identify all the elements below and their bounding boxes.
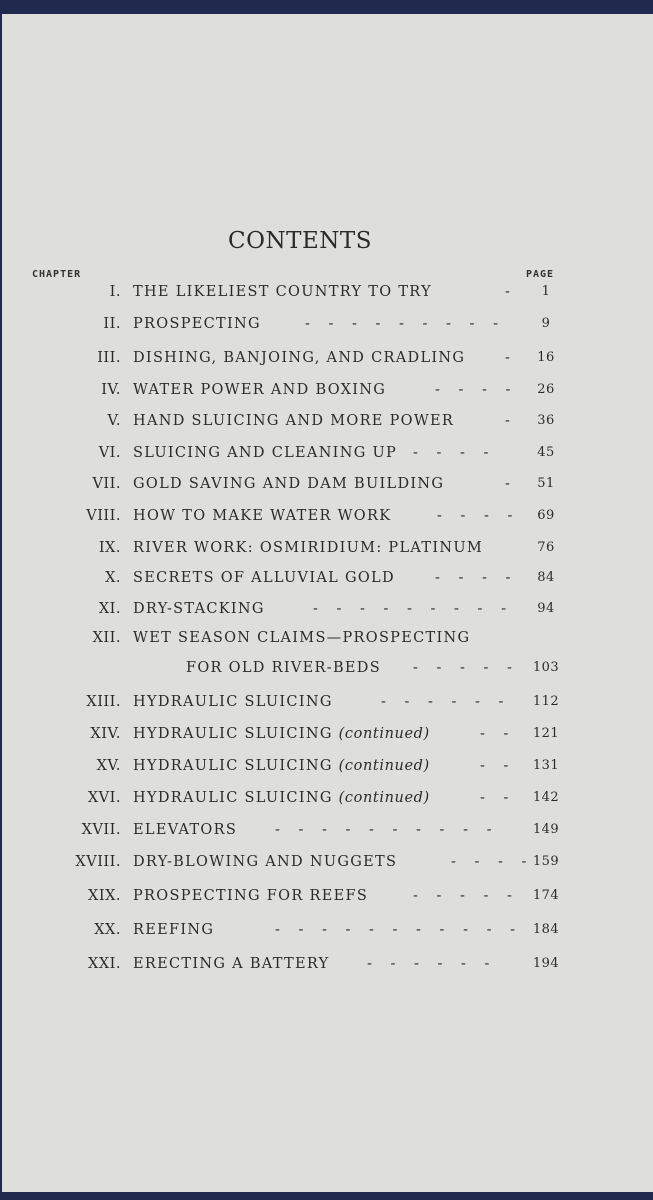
toc-entry [0, 888, 653, 916]
chapter-title [133, 888, 368, 904]
page-number: 174 [532, 888, 560, 903]
toc-entry [0, 630, 653, 658]
chapter-number: II. [103, 316, 121, 332]
chapter-title [133, 956, 330, 972]
chapter-title [133, 316, 261, 332]
dot-leader: - [505, 284, 510, 300]
page-number: 36 [537, 413, 555, 428]
toc-entry [0, 601, 653, 629]
chapter-number: IX. [98, 540, 121, 556]
chapter-title-text: RIVER WORK: OSMIRIDIUM: PLATINUM [133, 540, 484, 556]
chapter-number: III. [97, 350, 121, 366]
page-number: 142 [532, 790, 560, 805]
page-number: 84 [537, 570, 555, 585]
dot-leader: - - - - - [413, 660, 512, 676]
page-number: 194 [532, 956, 560, 971]
dot-leader: - - - - [435, 570, 511, 586]
chapter-title-text: HAND SLUICING AND MORE POWER [133, 413, 455, 429]
chapter-number: XVI. [87, 790, 121, 806]
toc-entry [0, 790, 653, 818]
toc-entry [0, 508, 653, 536]
chapter-number: X. [105, 570, 121, 586]
chapter-title-text: REEFING [133, 922, 215, 938]
dot-leader: - - - - - - [367, 956, 490, 972]
contents-title: CONTENTS [228, 228, 372, 254]
chapter-number: XIV. [90, 726, 121, 742]
page-number: 1 [541, 284, 551, 299]
chapter-title-text: HYDRAULIC SLUICING [133, 726, 333, 742]
chapter-title [133, 922, 214, 938]
chapter-title-text: GOLD SAVING AND DAM BUILDING [133, 476, 445, 492]
chapter-title [133, 630, 470, 646]
chapter-title [133, 726, 430, 742]
dot-leader: - - - - [413, 445, 489, 461]
dot-leader: - [505, 476, 510, 492]
toc-entry [0, 694, 653, 722]
chapter-title [133, 508, 391, 524]
toc-entry [0, 350, 653, 378]
toc-entry [0, 476, 653, 504]
dot-leader: - - - - - - - - - - - [275, 922, 515, 938]
toc-entry [0, 854, 653, 882]
chapter-title [133, 445, 397, 461]
chapter-number: XVII. [81, 822, 121, 838]
chapter-number: XXI. [88, 956, 121, 972]
chapter-title [133, 382, 386, 398]
chapter-title [133, 540, 483, 556]
toc-entry [0, 284, 653, 312]
chapter-title-text: WATER POWER AND BOXING [133, 382, 387, 398]
page-number: 16 [537, 350, 555, 365]
dot-leader: - - - - - - - - - [313, 601, 506, 617]
chapter-number: XIII. [86, 694, 121, 710]
chapter-title [133, 822, 237, 838]
toc-entry [0, 822, 653, 850]
toc-entry [0, 413, 653, 441]
chapter-title-text: DISHING, BANJOING, AND CRADLING [133, 350, 466, 366]
chapter-column-header: CHAPTER [32, 269, 82, 280]
chapter-title [133, 601, 265, 617]
chapter-title-text: DRY-BLOWING AND NUGGETS [133, 854, 398, 870]
chapter-number: I. [109, 284, 121, 300]
chapter-title [133, 854, 397, 870]
page-number: 159 [532, 854, 560, 869]
chapter-number: XII. [92, 630, 121, 646]
dot-leader: - - [480, 758, 509, 774]
page-number: 184 [532, 922, 560, 937]
dot-leader: - - - - - - - - - - [275, 822, 492, 838]
chapter-title-text: PROSPECTING FOR REEFS [133, 888, 369, 904]
chapter-number: XX. [94, 922, 121, 938]
page-number: 121 [532, 726, 560, 741]
chapter-title-text: HYDRAULIC SLUICING [133, 758, 333, 774]
chapter-title [186, 660, 381, 676]
toc-entry [0, 956, 653, 984]
page-number: 76 [537, 540, 555, 555]
chapter-title [133, 413, 454, 429]
toc-entry [0, 570, 653, 598]
chapter-title-text: HYDRAULIC SLUICING [133, 790, 333, 806]
page-number: 26 [537, 382, 555, 397]
page-number: 112 [532, 694, 560, 709]
toc-entry [0, 540, 653, 568]
chapter-title-text: PROSPECTING [133, 316, 261, 332]
toc-entry [0, 316, 653, 344]
chapter-title-text: SECRETS OF ALLUVIAL GOLD [133, 570, 395, 586]
chapter-title-note: (continued) [338, 790, 430, 806]
toc-entry [0, 445, 653, 473]
page-column-header: PAGE [526, 269, 555, 280]
chapter-number: XVIII. [75, 854, 121, 870]
chapter-title-text: HYDRAULIC SLUICING [133, 694, 333, 710]
toc-entry [0, 382, 653, 410]
page-number: 51 [537, 476, 555, 491]
page-number: 131 [532, 758, 560, 773]
chapter-title-text: THE LIKELIEST COUNTRY TO TRY [133, 284, 432, 300]
dot-leader: - - - - [435, 382, 511, 398]
chapter-title [133, 350, 465, 366]
dot-leader: - - [480, 726, 509, 742]
dot-leader: - - - - - - - - - [305, 316, 498, 332]
dot-leader: - - - - [437, 508, 513, 524]
chapter-title [133, 694, 333, 710]
page-number: 149 [532, 822, 560, 837]
chapter-title-text: ELEVATORS [133, 822, 238, 838]
toc-entry [0, 922, 653, 950]
dot-leader: - - - - - [413, 888, 512, 904]
chapter-number: XI. [98, 601, 121, 617]
chapter-number: IV. [101, 382, 121, 398]
chapter-title [133, 476, 444, 492]
chapter-title-text: FOR OLD RIVER-BEDS [186, 660, 381, 676]
chapter-number: VIII. [86, 508, 121, 524]
chapter-title [133, 758, 430, 774]
chapter-title [133, 570, 395, 586]
chapter-title-text: ERECTING A BATTERY [133, 956, 330, 972]
dot-leader: - [505, 413, 510, 429]
chapter-title-note: (continued) [338, 758, 430, 774]
chapter-title-text: SLUICING AND CLEANING UP [133, 445, 398, 461]
chapter-number: XIX. [88, 888, 121, 904]
chapter-title-text: HOW TO MAKE WATER WORK [133, 508, 392, 524]
page-number: 103 [532, 660, 560, 675]
chapter-number: V. [107, 413, 121, 429]
page-number: 69 [537, 508, 555, 523]
page-number: 94 [537, 601, 555, 616]
toc-entry [0, 758, 653, 786]
dot-leader: - - - - [451, 854, 527, 870]
chapter-title-text: WET SEASON CLAIMS—PROSPECTING [133, 630, 471, 646]
toc-entry [0, 660, 653, 688]
chapter-title [133, 284, 432, 300]
chapter-title-text: DRY-STACKING [133, 601, 265, 617]
chapter-title [133, 790, 430, 806]
chapter-number: XV. [96, 758, 121, 774]
page-number: 9 [541, 316, 551, 331]
chapter-number: VI. [98, 445, 121, 461]
page-number: 45 [537, 445, 555, 460]
chapter-title-note: (continued) [338, 726, 430, 742]
dot-leader: - - [480, 790, 509, 806]
dot-leader: - [505, 350, 510, 366]
dot-leader: - - - - - - [381, 694, 504, 710]
chapter-number: VII. [92, 476, 121, 492]
toc-entry [0, 726, 653, 754]
